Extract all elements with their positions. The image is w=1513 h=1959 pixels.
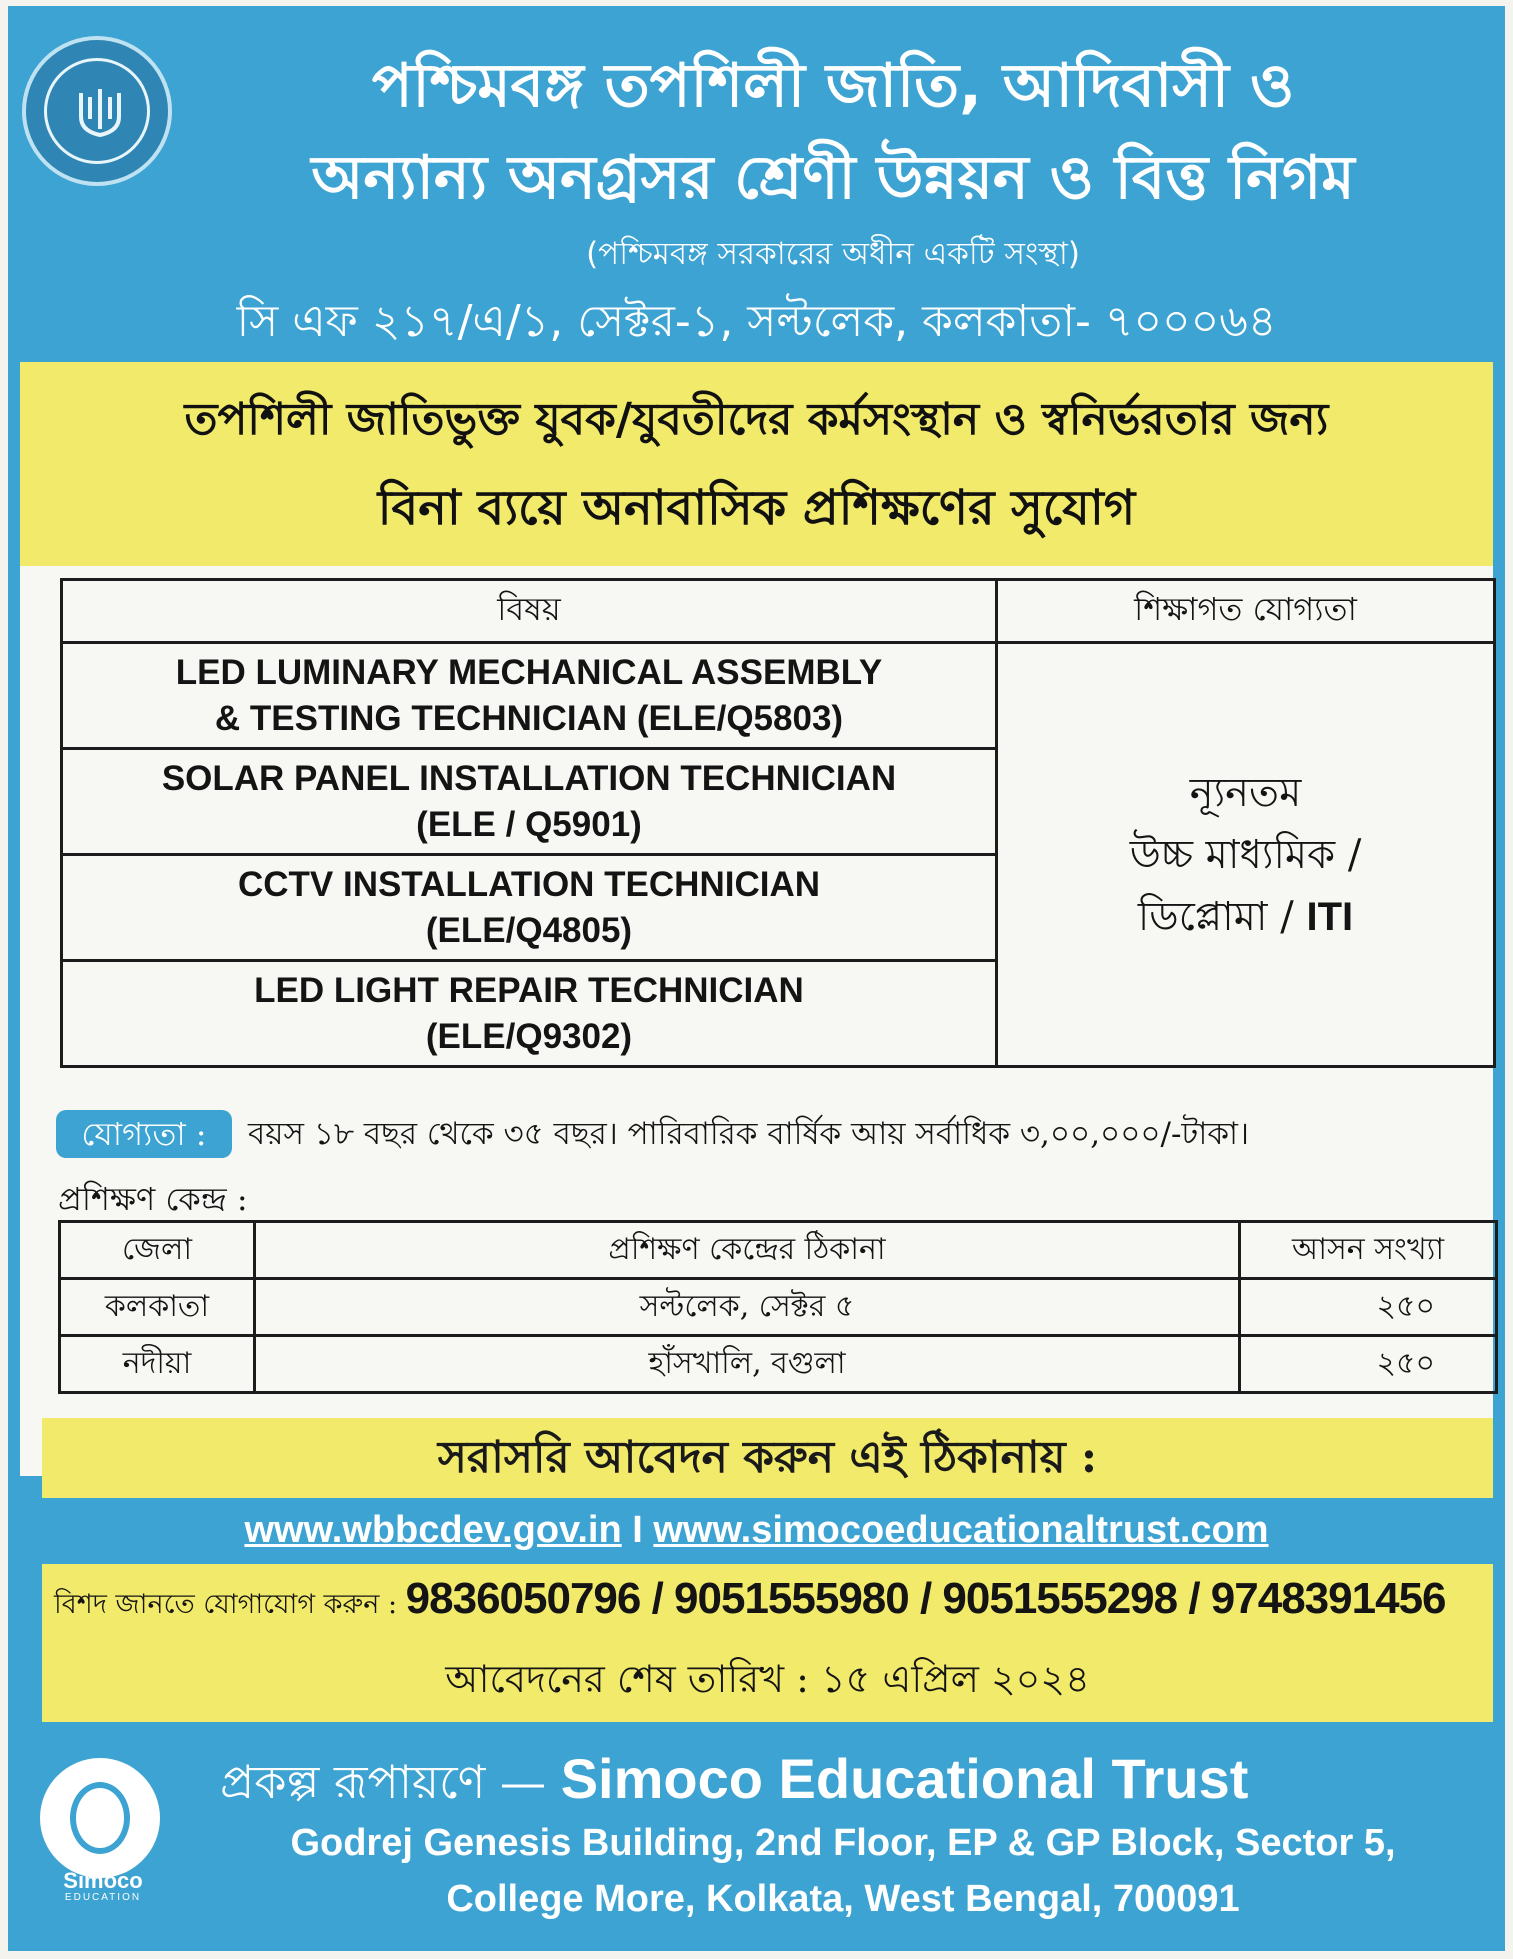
course-row: CCTV INSTALLATION TECHNICIAN (ELE/Q4805): [62, 855, 997, 961]
website-link-wbbcdev[interactable]: www.wbbcdev.gov.in: [244, 1509, 622, 1551]
table-row: [60, 1279, 1497, 1336]
contact-label: বিশদ জানতে যোগাযোগ করুন :: [54, 1589, 406, 1620]
website-link-simoco[interactable]: www.simocoeducationaltrust.com: [653, 1509, 1269, 1551]
headline-band: [20, 362, 1493, 566]
headline-line1: তপশিলী জাতিভুক্ত যুবক/যুবতীদের কর্মসংস্থান ও স্বনির্ভরতার জন্য: [184, 394, 1329, 445]
contact-band: [42, 1564, 1493, 1722]
courses-table: [60, 578, 1496, 1068]
government-seal-icon: [22, 36, 172, 186]
training-centres-table: [58, 1220, 1498, 1394]
advertisement: [8, 6, 1505, 1951]
implementing-agency: [220, 1746, 1248, 1824]
course-row: LED LIGHT REPAIR TECHNICIAN (ELE/Q9302): [62, 961, 997, 1067]
simoco-logo-icon: [40, 1758, 160, 1878]
address-cell: সল্টলেক, সেক্টর ৫: [255, 1279, 1240, 1336]
course-row: SOLAR PANEL INSTALLATION TECHNICIAN (ELE / Q5901): [62, 749, 997, 855]
apply-heading: সরাসরি আবেদন করুন এই ঠিকানায় :: [42, 1418, 1493, 1498]
trust-name: Simoco Educational Trust: [560, 1747, 1249, 1810]
website-links: [8, 1501, 1505, 1559]
col-seats-header: আসন সংখ্যা: [1240, 1222, 1497, 1279]
application-deadline: আবেদনের শেষ তারিখ : ১৫ এপ্রিল ২০২৪: [445, 1657, 1090, 1701]
org-name-line2: অন্যান্য অনগ্রসর শ্রেণী উন্নয়ন ও বিত্ত নিগম: [311, 143, 1355, 213]
trust-address-line2: College More, Kolkata, West Bengal, 700091: [446, 1878, 1240, 1920]
table-row: [60, 1336, 1497, 1393]
course-row: LED LUMINARY MECHANICAL ASSEMBLY & TESTING TECHNICIAN (ELE/Q5803): [62, 643, 997, 749]
headline-line2: বিনা ব্যয়ে অনাবাসিক প্রশিক্ষণের সুযোগ: [377, 480, 1136, 536]
address-cell: হাঁসখালি, বগুলা: [255, 1336, 1240, 1393]
seats-cell: ২৫০: [1240, 1279, 1497, 1336]
seats-cell: ২৫০: [1240, 1336, 1497, 1393]
col-subject-header: বিষয়: [62, 580, 997, 643]
col-district-header: জেলা: [60, 1222, 255, 1279]
district-cell: কলকাতা: [60, 1279, 255, 1336]
org-subtitle: (পশ্চিমবঙ্গ সরকারের অধীন একটি সংস্থা): [586, 236, 1080, 272]
contact-phone-numbers: 9836050796 / 9051555980 / 9051555298 / 9748391456: [405, 1574, 1446, 1623]
org-address: সি এফ ২১৭/এ/১, সেক্টর-১, সল্টলেক, কলকাতা- ৭০০০৬৪: [236, 296, 1277, 347]
eligibility-label: যোগ্যতা :: [56, 1110, 232, 1158]
url-separator: I: [621, 1509, 654, 1551]
simoco-logo-text: Simoco: [63, 1868, 143, 1893]
org-name-line1: পশ্চিমবঙ্গ তপশিলী জাতি, আদিবাসী ও: [371, 51, 1295, 121]
district-cell: নদীয়া: [60, 1336, 255, 1393]
simoco-logo-subtext: EDUCATION: [64, 1892, 142, 1903]
training-centres-label: প্রশিক্ষণ কেন্দ্র :: [58, 1180, 248, 1218]
implemented-by-label: প্রকল্প রূপায়ণে —: [220, 1755, 561, 1809]
qualification-cell: ন্যূনতম উচ্চ মাধ্যমিক / ডিপ্লোমা / ITI: [997, 643, 1495, 1067]
trust-address-line1: Godrej Genesis Building, 2nd Floor, EP & GP Block, Sector 5,: [290, 1822, 1396, 1864]
col-address-header: প্রশিক্ষণ কেন্দ্রের ঠিকানা: [255, 1222, 1240, 1279]
col-qualification-header: শিক্ষাগত যোগ্যতা: [997, 580, 1495, 643]
eligibility-text: বয়স ১৮ বছর থেকে ৩৫ বছর। পারিবারিক বার্ষিক আয় সর্বাধিক ৩,০০,০০০/-টাকা।: [248, 1116, 1250, 1152]
